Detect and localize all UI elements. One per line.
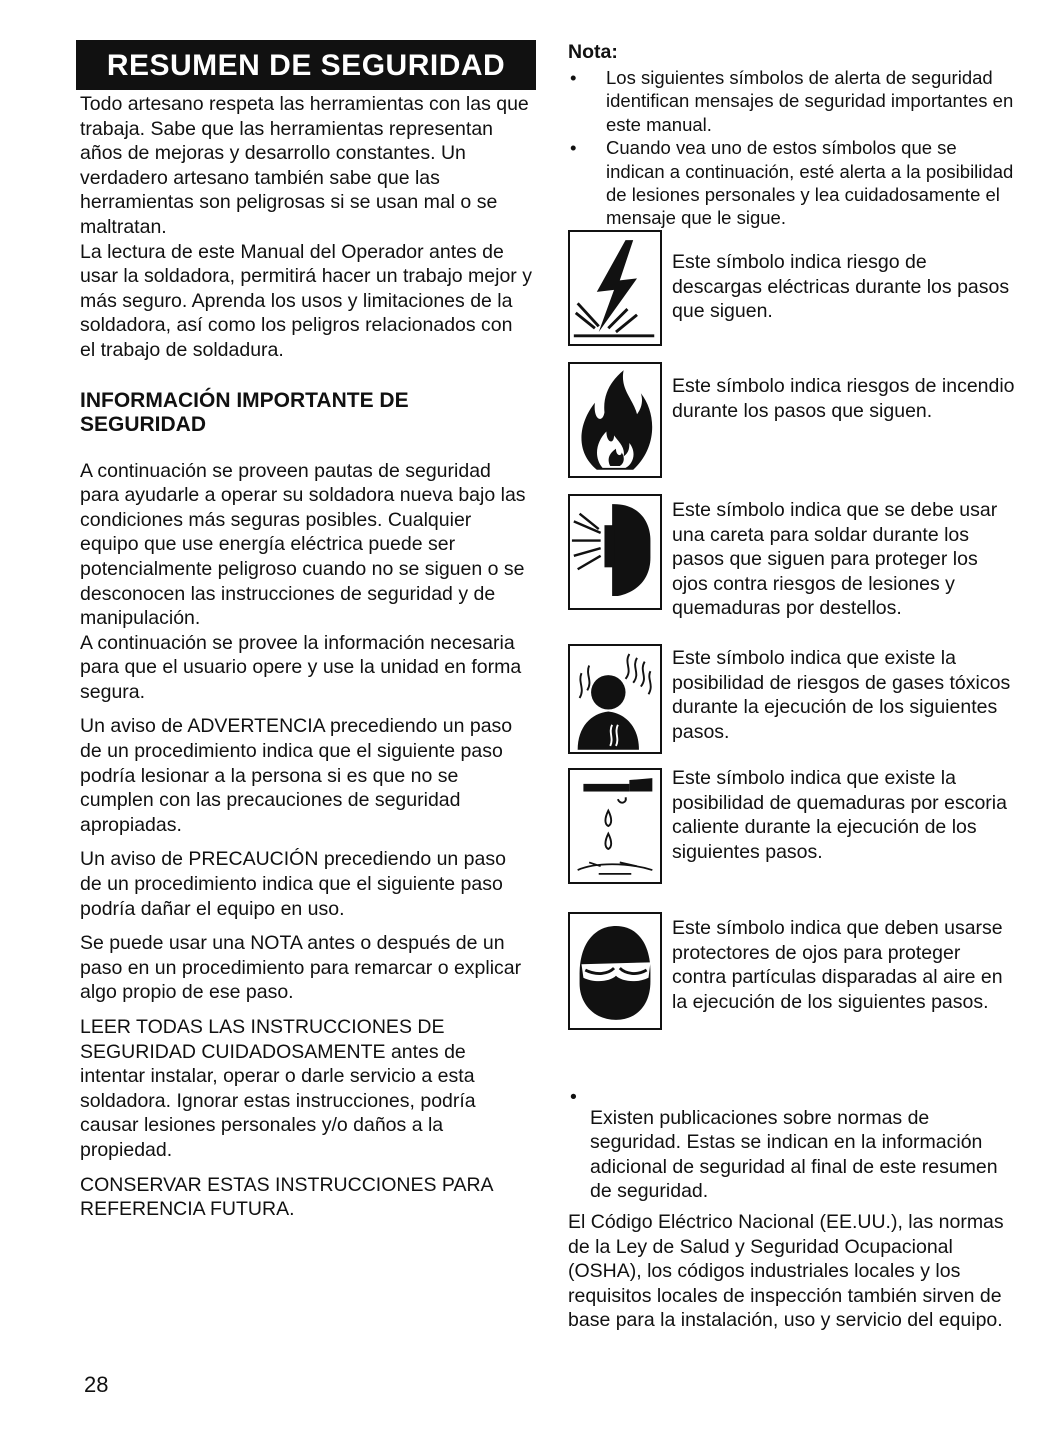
list-item: • Los siguientes símbolos de alerta de seguridad identifican mensajes de seguridad importantes en este manual. [570, 67, 1014, 135]
symbol-description: Este símbolo indica riesgos de incendio durante los pasos que siguen. [672, 375, 1015, 422]
caution-paragraph: Un aviso de PRECAUCIÓN precediendo un paso de un procedimiento indica que el siguiente paso podría dañar el equipo en uso. [80, 848, 506, 920]
eye-protection-icon [568, 912, 662, 1030]
publications-bullet [568, 1086, 1018, 1223]
note-bullet-list [568, 66, 1018, 230]
info-paragraph: A continuación se provee la información necesaria para que el usuario opere y use la unidad en forma segura. [80, 631, 522, 703]
keep-instructions-paragraph: CONSERVAR ESTAS INSTRUCCIONES PARA REFERENCIA FUTURA. [80, 1173, 493, 1221]
publications-text: Existen publicaciones sobre normas de seguridad. Estas se indican en la información adicional de seguridad al final de este resumen de seguridad. [590, 1106, 998, 1203]
section-banner: RESUMEN DE SEGURIDAD [76, 40, 536, 90]
page-number: 28 [84, 1372, 109, 1397]
guidelines-paragraph: A continuación se proveen pautas de seguridad para ayudarle a operar su soldadora nueva bajo las condiciones más seguras posibles. Cualquier equipo que use energía eléctrica puede ser potencialmente peligroso cuando no se siguen o se desconocen las instrucciones de seguridad y de manipulación. [80, 459, 526, 630]
welding-mask-icon [568, 494, 662, 610]
important-info-heading: INFORMACIÓN IMPORTANTE DE SEGURIDAD [80, 388, 409, 436]
fire-icon [568, 362, 662, 478]
symbol-description: Este símbolo indica que existe la posibilidad de quemaduras por escoria caliente durante la ejecución de los siguientes pasos. [672, 767, 1007, 863]
electric-shock-icon [568, 230, 662, 346]
manual-paragraph: La lectura de este Manual del Operador antes de usar la soldadora, permitirá hacer un trabajo mejor y más seguro. Aprenda los usos y limitaciones de la soldadora, así como los peligros relacionados con el trabajo de soldadura. [80, 240, 532, 361]
read-instructions-paragraph: LEER TODAS LAS INSTRUCCIONES DE SEGURIDAD CUIDADOSAMENTE antes de intentar instalar, operar o darle servicio a esta soldadora. Ignorar estas instrucciones, podría causar lesiones personales y/o daños a la propiedad. [80, 1016, 476, 1161]
note-paragraph: Se puede usar una NOTA antes o después de un paso en un procedimiento para remarcar o explicar algo propio de ese paso. [80, 932, 522, 1004]
warning-paragraph: Un aviso de ADVERTENCIA precediendo un paso de un procedimiento indica que el siguiente paso podría lesionar a la persona si es que no se cumplen con las precauciones de seguridad apropiadas. [80, 715, 513, 836]
list-item: • Cuando vea uno de estos símbolos que se indican a continuación, esté alerta a la posibilidad de lesiones personales y lea cuidadosamente el mensaje que le sigue. [570, 137, 1014, 229]
intro-paragraph: Todo artesano respeta las herramientas con las que trabaja. Sabe que las herramientas representan años de mejoras y desarrollo constantes. Un verdadero artesano también sabe que las herramientas son peligrosas si se usan mal o se maltratan. [80, 93, 529, 238]
right-column [568, 40, 1018, 230]
symbol-description: Este símbolo indica que se debe usar una careta para soldar durante los pasos que siguen para proteger los ojos contra riesgos de lesiones y quemaduras por destellos. [672, 499, 998, 620]
symbol-description: Este símbolo indica riesgo de descargas eléctricas durante los pasos que siguen. [672, 251, 1010, 323]
electrical-code-paragraph: El Código Eléctrico Nacional (EE.UU.), las normas de la Ley de Salud y Seguridad Ocupacional (OSHA), los códigos industriales locales y los requisitos locales de inspección también sirven de base para la instalación, uso y servicio del equipo. [568, 1211, 1004, 1332]
hot-slag-icon [568, 768, 662, 884]
symbol-description: Este símbolo indica que existe la posibilidad de riesgos de gases tóxicos durante la ejecución de los siguientes pasos. [672, 647, 1011, 743]
left-column [80, 40, 532, 1222]
symbol-description: Este símbolo indica que deben usarse protectores de ojos para proteger contra partículas disparadas al aire en la ejecución de los siguientes pasos. [672, 917, 1003, 1013]
note-label: Nota: [568, 41, 618, 63]
bullet-marker: • [570, 1086, 577, 1108]
toxic-fumes-icon [568, 644, 662, 754]
